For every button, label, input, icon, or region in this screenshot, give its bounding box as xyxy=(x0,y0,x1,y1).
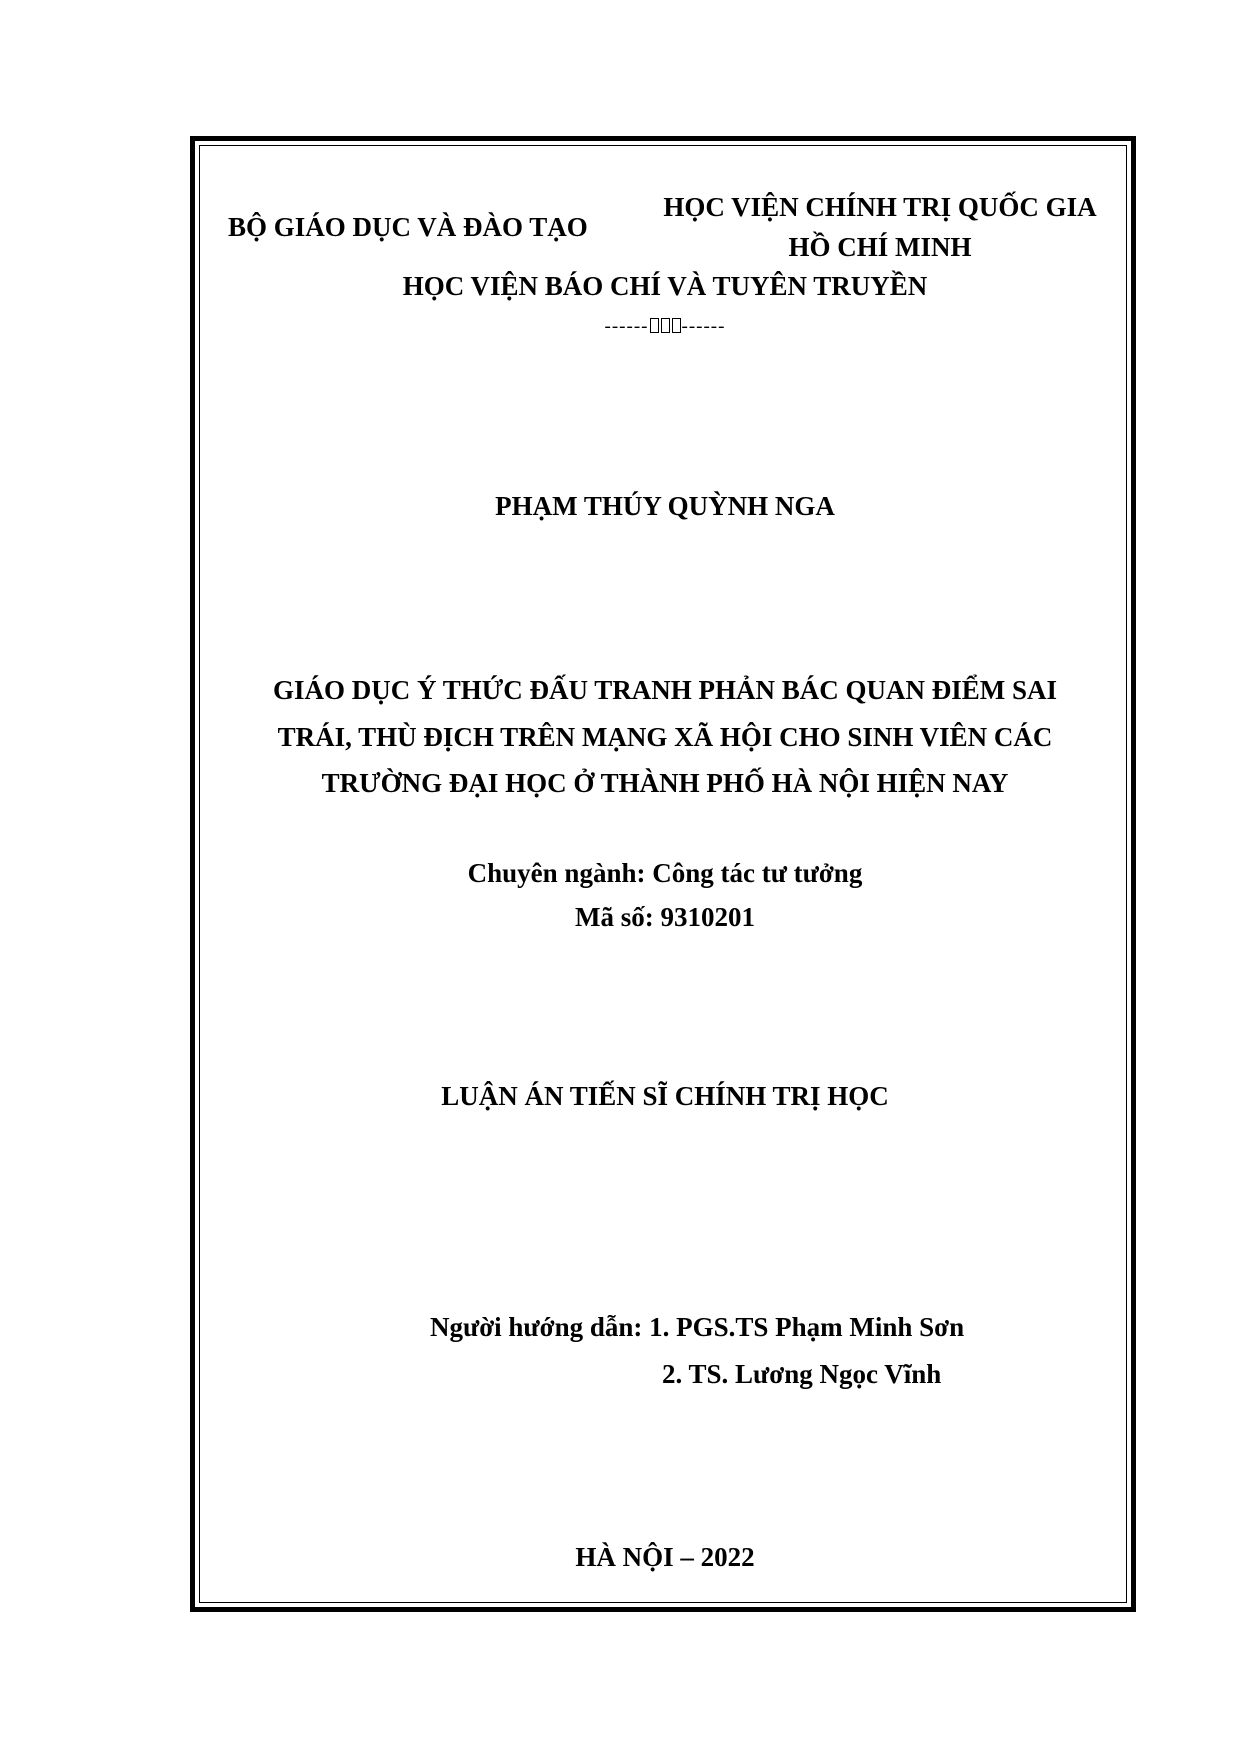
ministry-name: BỘ GIÁO DỤC VÀ ĐÀO TẠO xyxy=(228,212,588,242)
specialization: Chuyên ngành: Công tác tư tưởng xyxy=(467,858,863,888)
degree-title: LUẬN ÁN TIẾN SĨ CHÍNH TRỊ HỌC xyxy=(441,1081,889,1111)
header-divider xyxy=(230,317,1100,336)
ornament-box-icon xyxy=(650,318,659,333)
school-name: HỌC VIỆN BÁO CHÍ VÀ TUYÊN TRUYỀN xyxy=(402,271,928,301)
divider-dashes-left: ------ xyxy=(604,316,649,337)
ornament-box-icon xyxy=(661,318,670,333)
academy-name-line2: HỒ CHÍ MINH xyxy=(788,232,972,262)
supervisor-line2: 2. TS. Lương Ngọc Vĩnh xyxy=(662,1359,942,1389)
thesis-title-line2: TRÁI, THÙ ĐỊCH TRÊN MẠNG XÃ HỘI CHO SINH VIÊN CÁC xyxy=(277,722,1053,752)
supervisor-line1: Người hướng dẫn: 1. PGS.TS Phạm Minh Sơn xyxy=(430,1312,965,1342)
ornament-box-icon xyxy=(672,318,681,333)
academy-name-line1: HỌC VIỆN CHÍNH TRỊ QUỐC GIA xyxy=(663,192,1097,222)
thesis-title-line1: GIÁO DỤC Ý THỨC ĐẤU TRANH PHẢN BÁC QUAN ĐIỂM SAI xyxy=(272,675,1058,705)
thesis-title-line3: TRƯỜNG ĐẠI HỌC Ở THÀNH PHỐ HÀ NỘI HIỆN NAY xyxy=(321,768,1009,798)
place-year: HÀ NỘI – 2022 xyxy=(575,1542,755,1572)
divider-dashes-right: ------ xyxy=(681,316,726,337)
author-name: PHẠM THÚY QUỲNH NGA xyxy=(495,491,835,521)
specialization-code: Mã số: 9310201 xyxy=(575,902,755,932)
